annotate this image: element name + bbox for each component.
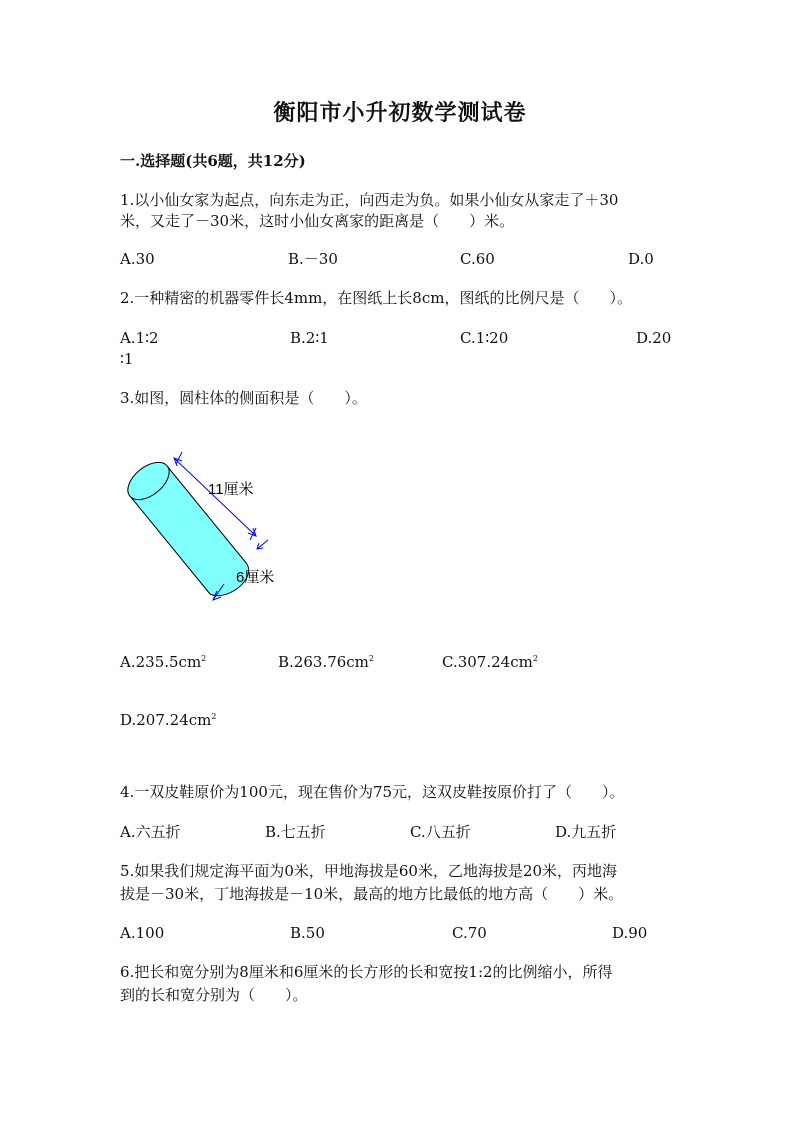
diameter-label: 6厘米 — [236, 569, 275, 586]
question-3-line-1: 3.如图，圆柱体的侧面积是（ ）。 — [120, 389, 367, 407]
question-6-line-2: 到的长和宽分别为（ ）。 — [120, 986, 308, 1004]
question-1-option-b: B.－30 — [288, 250, 338, 268]
question-2-option-c: C.1∶20 — [460, 329, 509, 347]
question-1-option-a: A.30 — [120, 250, 155, 268]
question-5-line-1: 5.如果我们规定海平面为0米，甲地海拔是60米，乙地海拔是20米，丙地海 — [120, 862, 618, 880]
question-4-option-b: B.七五折 — [265, 823, 326, 841]
length-label: 11厘米 — [208, 481, 254, 498]
question-2-option-d: D.20 — [636, 329, 672, 347]
question-6-line-1: 6.把长和宽分别为8厘米和6厘米的长方形的长和宽按1:2的比例缩小，所得 — [120, 963, 613, 981]
section-heading: 一.选择题(共6题，共12分) — [120, 152, 306, 170]
question-2-option-a: A.1∶2 — [120, 329, 159, 347]
question-4-option-c: C.八五折 — [410, 823, 471, 841]
question-2-option-b: B.2∶1 — [290, 329, 329, 347]
question-5-option-c: C.70 — [452, 924, 487, 942]
question-3-option-b: $B.263.76cm^2$ — [278, 653, 374, 671]
question-5-option-d: D.90 — [612, 924, 648, 942]
question-5-option-a: A.100 — [120, 924, 165, 942]
question-3-option-d: $D.207.24cm^2$ — [120, 711, 217, 729]
question-1-line-1: 1.以小仙女家为起点，向东走为正，向西走为负。如果小仙女从家走了＋30 — [120, 191, 619, 209]
question-3-option-a: $A.235.5cm^2$ — [120, 653, 207, 671]
question-2-line-1: 2.一种精密的机器零件长4mm，在图纸上长8cm，图纸的比例尺是（ ）。 — [120, 289, 632, 307]
question-4-line-1: 4.一双皮鞋原价为100元，现在售价为75元，这双皮鞋按原价打了（ ）。 — [120, 783, 625, 801]
question-1-option-c: C.60 — [460, 250, 495, 268]
question-2-option-d-wrap: ∶1 — [120, 350, 134, 368]
question-3-option-c: $C.307.24cm^2$ — [442, 653, 538, 671]
question-1-line-2: 米，又走了－30米，这时小仙女离家的距离是（ ）米。 — [120, 212, 515, 230]
question-5-line-2: 拔是－30米，丁地海拔是－10米，最高的地方比最低的地方高（ ）米。 — [120, 885, 624, 903]
question-5-option-b: B.50 — [290, 924, 325, 942]
cylinder-figure — [120, 440, 300, 610]
question-4-option-a: A.六五折 — [120, 823, 181, 841]
page-title: 衡阳市小升初数学测试卷 — [273, 100, 527, 126]
question-1-option-d: D.0 — [628, 250, 654, 268]
question-4-option-d: D.九五折 — [555, 823, 617, 841]
